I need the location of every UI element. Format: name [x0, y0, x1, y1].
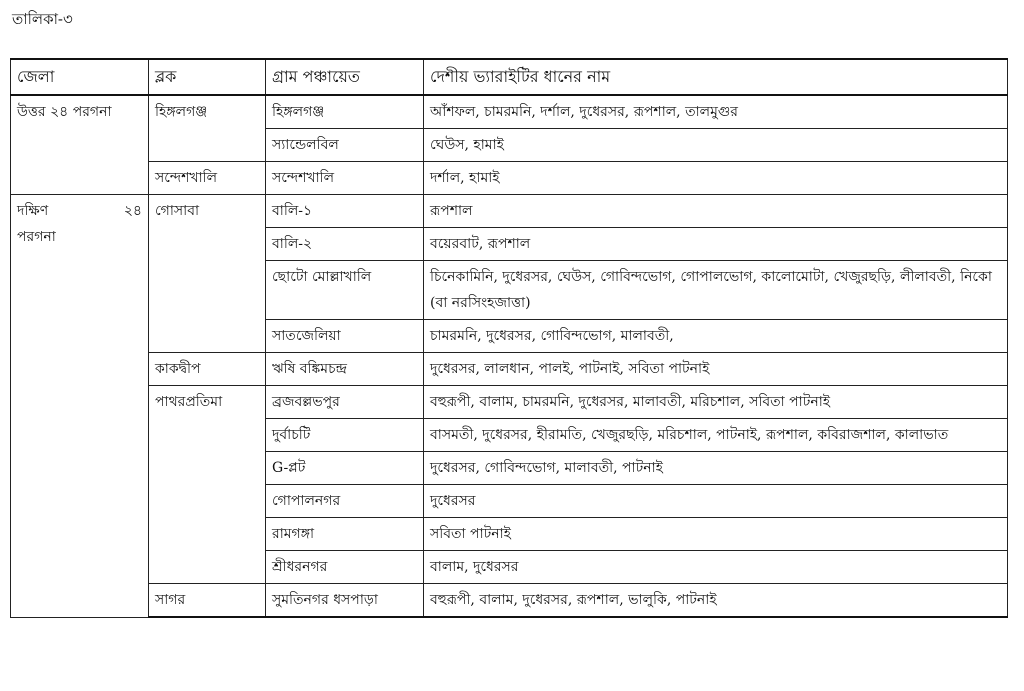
- district-name-part: পরগনা: [17, 229, 56, 245]
- gp-cell: স্যান্ডেলবিল: [266, 129, 424, 162]
- district-cell: উত্তর ২৪ পরগনা: [11, 95, 149, 195]
- table-caption: তালিকা-৩: [12, 10, 73, 28]
- gp-cell: G-প্লট: [266, 452, 424, 485]
- block-cell: হিঙ্গলগঞ্জ: [149, 95, 266, 162]
- varieties-cell: রূপশাল: [424, 195, 1008, 228]
- varieties-cell: দুধেরসর: [424, 485, 1008, 518]
- gp-cell: ঋষি বঙ্কিমচন্দ্র: [266, 353, 424, 386]
- varieties-cell: বহুরূপী, বালাম, চামরমনি, দুধেরসর, মালাবতী, মরিচশাল, সবিতা পাটনাই: [424, 386, 1008, 419]
- table-row: [11, 95, 1008, 129]
- gp-cell: রামগঙ্গা: [266, 518, 424, 551]
- table-row: [11, 162, 1008, 195]
- block-cell: কাকদ্বীপ: [149, 353, 266, 386]
- gp-cell: বালি-২: [266, 228, 424, 261]
- district-cell: [11, 195, 149, 618]
- varieties-cell: ঘেউস, হামাই: [424, 129, 1008, 162]
- gp-cell: বালি-১: [266, 195, 424, 228]
- district-name-part: ২৪: [123, 203, 142, 219]
- varieties-cell: সবিতা পাটনাই: [424, 518, 1008, 551]
- gp-cell: ছোটো মোল্লাখালি: [266, 261, 424, 320]
- gp-cell: দুর্বাচটি: [266, 419, 424, 452]
- gp-cell: গোপালনগর: [266, 485, 424, 518]
- block-cell: পাথরপ্রতিমা: [149, 386, 266, 584]
- header-gram-panchayat: গ্রাম পঞ্চায়েত: [266, 59, 424, 95]
- table-header-row: [11, 59, 1008, 95]
- header-block: ব্লক: [149, 59, 266, 95]
- gp-cell: সুমতিনগর ধসপাড়া: [266, 584, 424, 618]
- varieties-cell: চামরমনি, দুধেরসর, গোবিন্দভোগ, মালাবতী,: [424, 320, 1008, 353]
- table-row: [11, 195, 1008, 228]
- varieties-cell: আঁশফল, চামরমনি, দর্শাল, দুধেরসর, রূপশাল, তালমুগুর: [424, 95, 1008, 129]
- gp-cell: ব্রজবল্লভপুর: [266, 386, 424, 419]
- block-cell: গোসাবা: [149, 195, 266, 353]
- gp-cell: শ্রীধরনগর: [266, 551, 424, 584]
- varieties-cell: চিনেকামিনি, দুধেরসর, ঘেউস, গোবিন্দভোগ, গোপালভোগ, কালোমোটা, খেজুরছড়ি, লীলাবতী, নিকো (বা নরসিংহজাত্তা): [424, 261, 1008, 320]
- varieties-cell: বহুরূপী, বালাম, দুধেরসর, রূপশাল, ভালুকি, পাটনাই: [424, 584, 1008, 618]
- gp-cell: হিঙ্গলগঞ্জ: [266, 95, 424, 129]
- table-row: [11, 353, 1008, 386]
- block-cell: সন্দেশখালি: [149, 162, 266, 195]
- varieties-cell: বাসমতী, দুধেরসর, হীরামতি, খেজুরছড়ি, মরিচশাল, পাটনাই, রূপশাল, কবিরাজশাল, কালাভাত: [424, 419, 1008, 452]
- varieties-cell: দুধেরসর, গোবিন্দভোগ, মালাবতী, পাটনাই: [424, 452, 1008, 485]
- rice-varieties-table: [10, 58, 1008, 618]
- gp-cell: সাতজেলিয়া: [266, 320, 424, 353]
- district-name-part: দক্ষিণ: [17, 203, 49, 219]
- block-cell: সাগর: [149, 584, 266, 618]
- varieties-cell: দর্শাল, হামাই: [424, 162, 1008, 195]
- varieties-cell: বয়েরবাট, রূপশাল: [424, 228, 1008, 261]
- table-row: [11, 584, 1008, 618]
- varieties-cell: বালাম, দুধেরসর: [424, 551, 1008, 584]
- header-district: জেলা: [11, 59, 149, 95]
- header-varieties: দেশীয় ভ্যারাইটির ধানের নাম: [424, 59, 1008, 95]
- varieties-cell: দুধেরসর, লালধান, পালই, পাটনাই, সবিতা পাটনাই: [424, 353, 1008, 386]
- gp-cell: সন্দেশখালি: [266, 162, 424, 195]
- table-row: [11, 386, 1008, 419]
